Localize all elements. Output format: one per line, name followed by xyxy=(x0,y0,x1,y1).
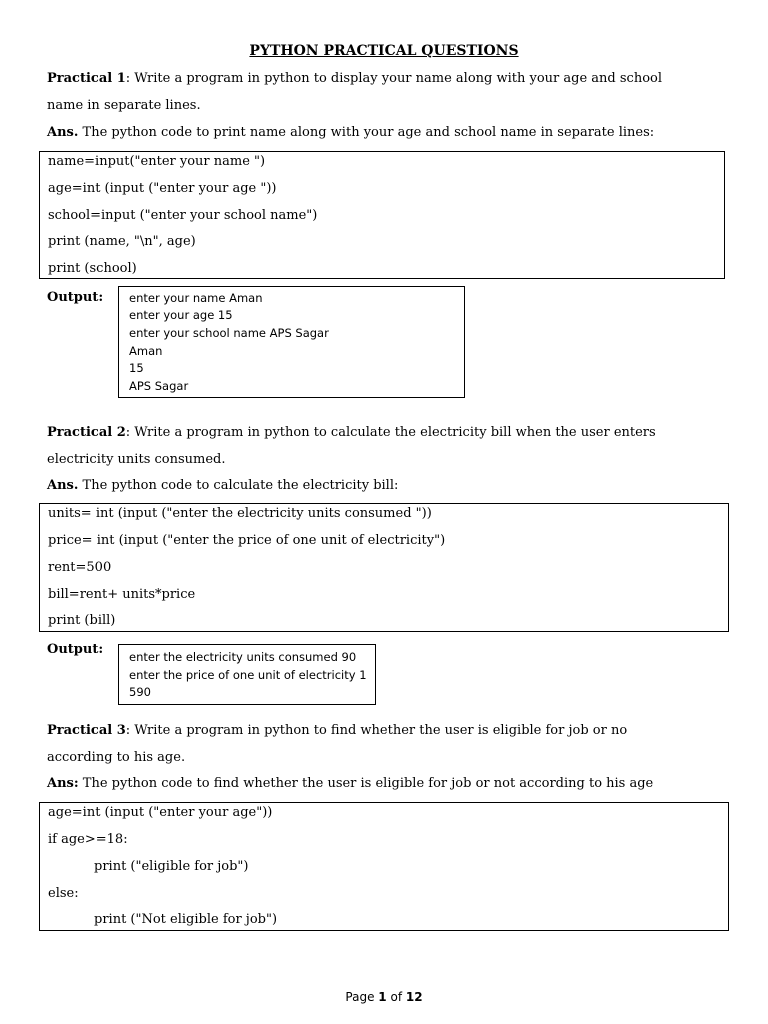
code-line: price= int (input ("enter the price of one unit of electricity") xyxy=(48,533,446,548)
practical-1-question-cont: name in separate lines. xyxy=(47,98,201,113)
output-line: enter your name Aman xyxy=(129,291,263,305)
practical-label: Practical 2 xyxy=(47,425,126,440)
practical-label: Practical 1 xyxy=(47,71,126,86)
practical-1-question xyxy=(47,65,737,92)
code-line: print (name, "\n", age) xyxy=(48,234,196,249)
output-line: enter the electricity units consumed 90 xyxy=(129,650,357,664)
code-line: else: xyxy=(48,886,79,901)
output-label: Output: xyxy=(47,642,104,657)
ans-label: Ans: xyxy=(47,776,79,791)
output-line: Aman xyxy=(129,344,163,358)
page-prefix: Page xyxy=(345,990,379,1004)
practical-3-question xyxy=(47,717,737,744)
practical-1-answer xyxy=(47,119,737,146)
ans-text: The python code to calculate the electricity bill: xyxy=(78,478,399,493)
code-line: units= int (input ("enter the electricity units consumed ")) xyxy=(48,506,432,521)
ans-label: Ans. xyxy=(47,125,79,140)
output-line: APS Sagar xyxy=(129,379,189,393)
code-line: age=int (input ("enter your age ")) xyxy=(48,181,277,196)
practical-2-answer xyxy=(47,472,737,499)
output-line: enter your school name APS Sagar xyxy=(129,326,329,340)
code-line: name=input("enter your name ") xyxy=(48,154,266,169)
practical-2-question xyxy=(47,419,737,446)
practical-1-code-box xyxy=(39,151,725,279)
code-line: age=int (input ("enter your age")) xyxy=(48,805,273,820)
output-label: Output: xyxy=(47,290,104,305)
code-line: print ("eligible for job") xyxy=(94,859,249,874)
page-middle: of xyxy=(386,990,406,1004)
code-line: print (school) xyxy=(48,261,137,276)
question-text: : Write a program in python to find whether the user is eligible for job or no xyxy=(125,723,628,738)
code-line: if age>=18: xyxy=(48,832,128,847)
current-page: 1 xyxy=(378,990,387,1004)
code-line: print (bill) xyxy=(48,613,116,628)
practical-3-code-box xyxy=(39,802,729,931)
question-text: : Write a program in python to calculate the electricity bill when the user enters xyxy=(125,425,656,440)
practical-label: Practical 3 xyxy=(47,723,126,738)
page-title: PYTHON PRACTICAL QUESTIONS xyxy=(249,43,519,59)
practical-1-output-box xyxy=(118,286,465,398)
output-line: 590 xyxy=(129,685,151,699)
output-line: enter your age 15 xyxy=(129,308,233,322)
ans-text: The python code to find whether the user is eligible for job or not according to his age xyxy=(78,776,654,791)
code-line: rent=500 xyxy=(48,560,112,575)
page-number xyxy=(0,990,768,1004)
practical-3-question-cont: according to his age. xyxy=(47,750,186,765)
practical-2-question-cont: electricity units consumed. xyxy=(47,452,226,467)
ans-label: Ans. xyxy=(47,478,79,493)
code-line: school=input ("enter your school name") xyxy=(48,208,318,223)
code-line: bill=rent+ units*price xyxy=(48,587,196,602)
output-line: 15 xyxy=(129,361,144,375)
practical-3-answer xyxy=(47,770,737,797)
practical-2-code-box xyxy=(39,503,729,632)
ans-text: The python code to print name along with your age and school name in separate lines: xyxy=(78,125,655,140)
question-text: : Write a program in python to display your name along with your age and school xyxy=(125,71,663,86)
practical-2-output-box xyxy=(118,644,376,705)
code-line: print ("Not eligible for job") xyxy=(94,912,278,927)
output-line: enter the price of one unit of electricity 1 xyxy=(129,668,367,682)
total-pages: 12 xyxy=(405,990,423,1004)
